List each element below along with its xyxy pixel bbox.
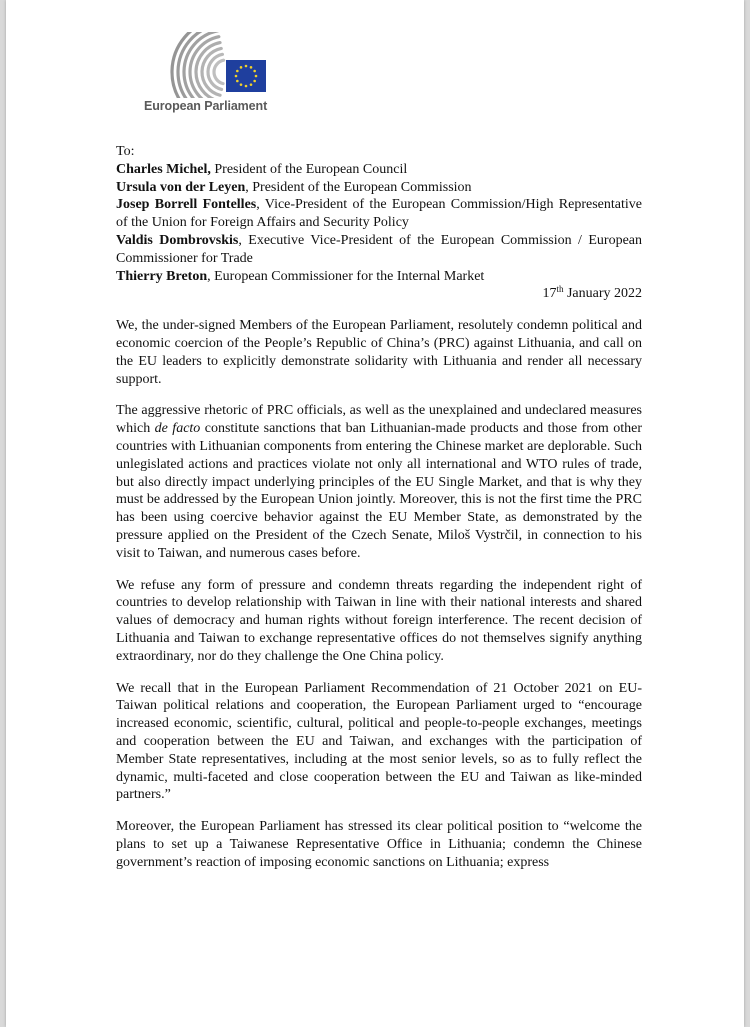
addressee-name: Valdis Dombrovskis [116, 232, 239, 248]
eu-star [236, 80, 239, 83]
eu-star [253, 70, 256, 73]
paragraph-1: We, the under-signed Members of the European Parliament, resolutely condemn political and economic coercion of the People’s Republic of China’s (PRC) against Lithuania, and call on the EU leaders to explicitly demonstrate solidarity with Lithuania and render all necessary support. [116, 318, 642, 387]
addressee-role: President of the European Council [210, 161, 408, 177]
addressee-line [116, 179, 642, 197]
addressee-line [116, 196, 642, 232]
letter-date [116, 285, 642, 303]
addressee-line [116, 232, 642, 268]
eu-star [250, 66, 253, 69]
eu-star [245, 85, 248, 88]
letter-body [116, 143, 642, 871]
logo-text: European Parliament [144, 99, 268, 113]
eu-star [240, 83, 243, 86]
paragraph-2-text: constitute sanctions that ban Lithuanian-made products and those from other countries with Lithuanian components from entering the Chinese market are deplorable. Such unlegislated actions and practices violate not only all international and WTO rules of trade, but also directly impact underlying principles of the EU Single Market, and that is why they must be addressed by the European Union jointly. Moreover, this is not the first time the PRC has been using coercive behavior against the EU Member State, as demonstrated by the pressure applied on the President of the Czech Senate, Miloš Vystrčil, in connection to his visit to Taiwan, and numerous cases before. [116, 421, 642, 561]
addressee-name: Charles Michel, [116, 161, 211, 177]
addressee-line [116, 161, 642, 179]
addressee-role: , European Commissioner for the Internal Market [207, 268, 485, 284]
paragraph-4: We recall that in the European Parliament Recommendation of 21 October 2021 on EU-Taiwan political relations and cooperation, the European Parliament urged to “encourage increased economic, scientific, cultural, political and people-to-people exchanges, meetings and cooperation between the EU and Taiwan, and exchanges with the participation of Member State representatives, including at the most senior levels, so as to fully reflect the dynamic, multi-faceted and close cooperation between the EU and Taiwan as like-minded partners.” [116, 680, 642, 803]
european-parliament-logo [144, 32, 274, 118]
hemicycle-arc [214, 60, 224, 83]
eu-star [236, 70, 239, 73]
letter-page [6, 0, 744, 1027]
addressee-line [116, 268, 642, 286]
paragraph-2-italic: de facto [154, 421, 201, 437]
eu-star [253, 80, 256, 83]
paragraph-2 [116, 402, 642, 562]
paragraph-3: We refuse any form of pressure and condemn threats regarding the independent right of countries to develop relationship with Taiwan in line with their national interests and shared values of democracy and human rights without foreign interference. The recent decision of Lithuania and Taiwan to exchange representative offices do not themselves signify anything extraordinary, nor do they challenge the One China policy. [116, 577, 642, 664]
addressee-role: , President of the European Commission [245, 179, 472, 195]
addressee-name: Josep Borrell Fontelles [116, 197, 257, 213]
date-month-year: January 2022 [563, 286, 642, 302]
eu-star [245, 65, 248, 68]
eu-star [240, 66, 243, 69]
hemicycle-flag-icon [144, 32, 274, 98]
to-label: To: [116, 144, 135, 159]
addressee-role: , Executive Vice-President of the European Commission / European Commissioner for Trade [116, 232, 642, 266]
paragraph-2-text: The aggressive rhetoric of PRC officials, as well as the unexplained and undeclared measures which [116, 403, 642, 437]
eu-star [235, 75, 238, 78]
eu-star [255, 75, 258, 78]
date-day: 17 [542, 286, 557, 302]
addressee-name: Ursula von der Leyen [116, 179, 246, 195]
eu-star [250, 83, 253, 86]
date-suffix: th [556, 284, 564, 295]
paragraph-5: Moreover, the European Parliament has stressed its clear political position to “welcome the plans to set up a Taiwanese Representative Office in Lithuania; condemn the Chinese government’s reaction of imposing economic sanctions on Lithuania; express [116, 819, 642, 870]
addressee-role: , Vice-President of the European Commission/High Representative of the Union for Foreign Affairs and Security Policy [116, 197, 642, 231]
addressee-name: Thierry Breton [116, 268, 208, 284]
